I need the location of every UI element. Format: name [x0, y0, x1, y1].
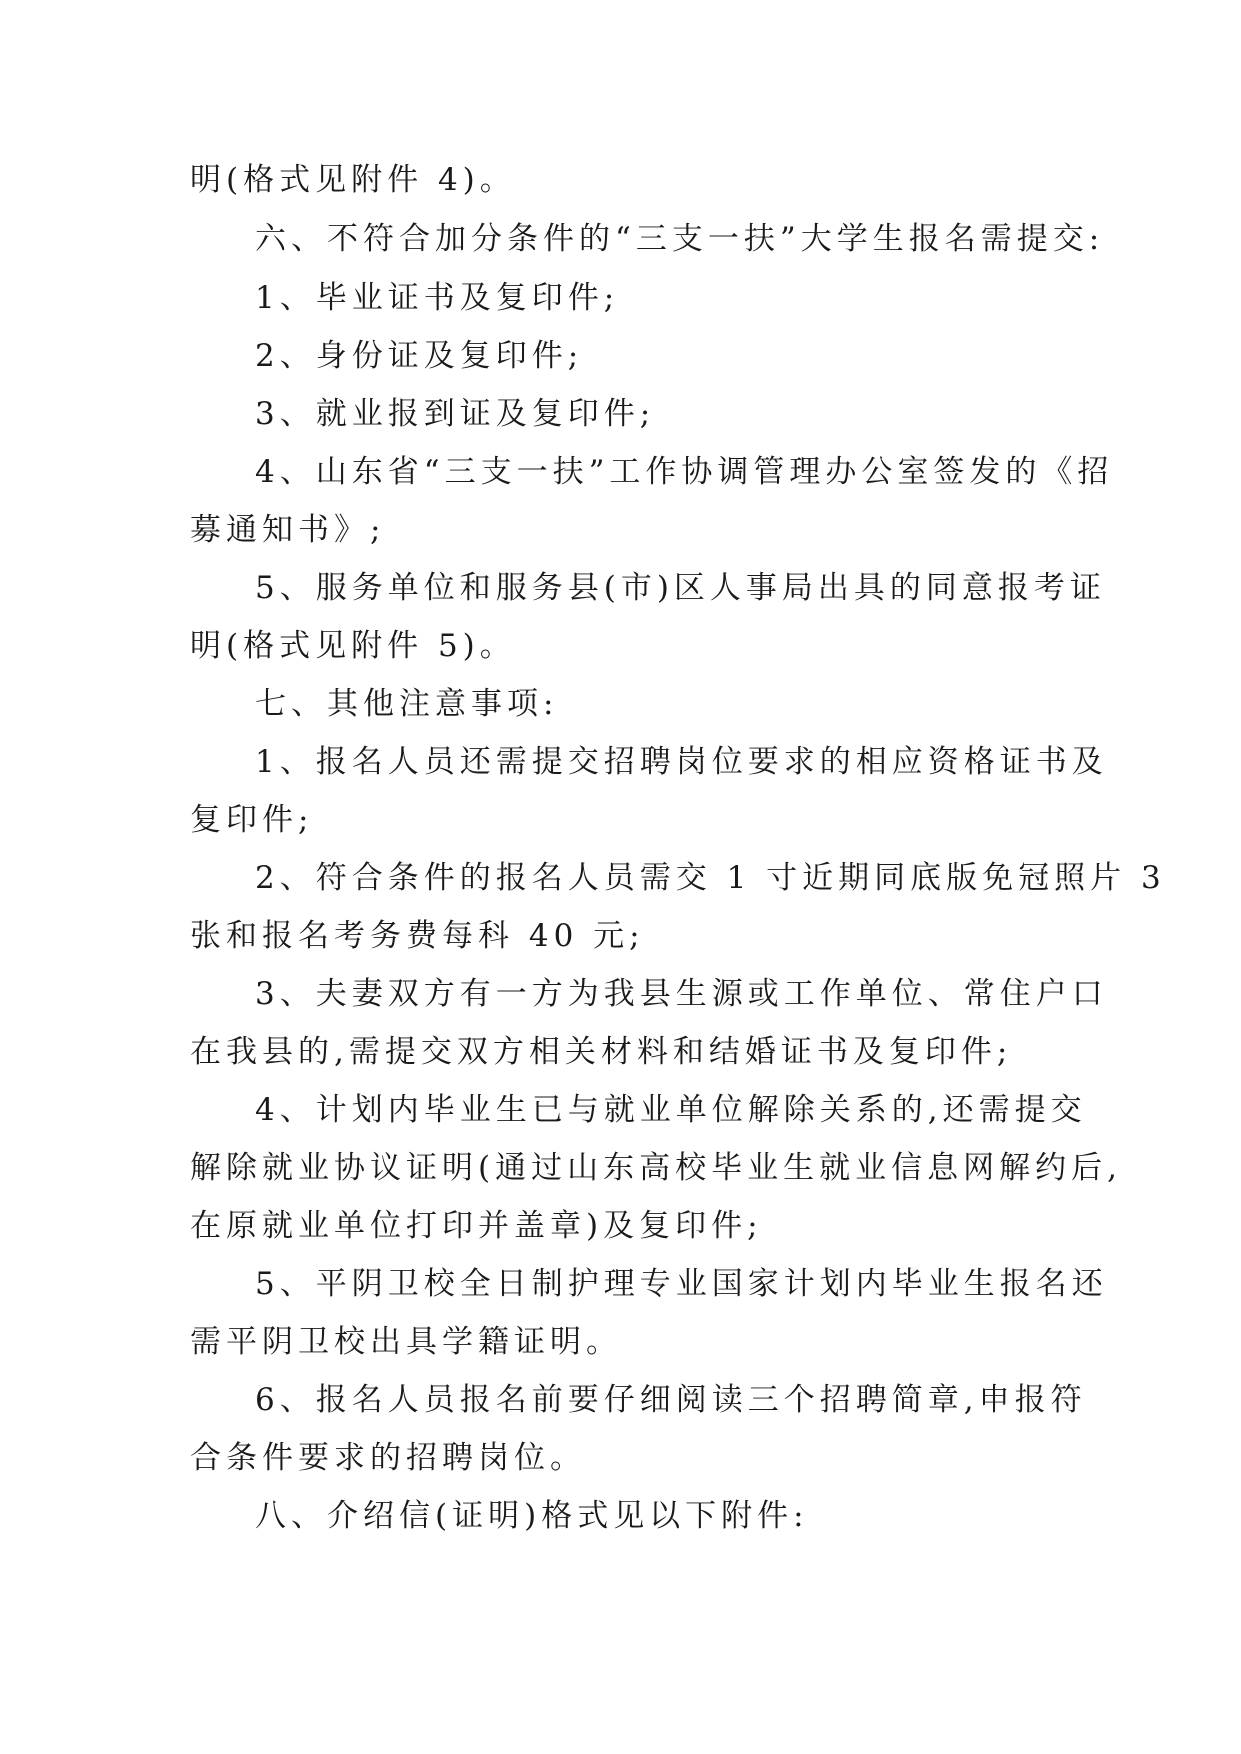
text-line: 在我县的,需提交双方相关材料和结婚证书及复印件; — [190, 1034, 1013, 1070]
list-item: 1、毕业证书及复印件; — [255, 280, 620, 316]
text-line: 合条件要求的招聘岗位。 — [190, 1440, 586, 1476]
text-line: 募通知书》; — [190, 512, 386, 548]
text-line: 解除就业协议证明(通过山东高校毕业生就业信息网解约后, — [190, 1150, 1122, 1186]
text-line: 复印件; — [190, 802, 314, 838]
list-item: 1、报名人员还需提交招聘岗位要求的相应资格证书及 — [255, 744, 1108, 780]
list-item: 3、就业报到证及复印件; — [255, 396, 656, 432]
list-item: 2、符合条件的报名人员需交 1 寸近期同底版免冠照片 3 — [255, 860, 1166, 896]
text-line: 张和报名考务费每科 40 元; — [190, 918, 645, 954]
section-heading: 七、其他注意事项: — [255, 686, 559, 722]
list-item: 5、服务单位和服务县(市)区人事局出具的同意报考证 — [255, 570, 1106, 606]
list-item: 4、计划内毕业生已与就业单位解除关系的,还需提交 — [255, 1092, 1087, 1128]
list-item: 5、平阴卫校全日制护理专业国家计划内毕业生报名还 — [255, 1266, 1108, 1302]
section-heading: 六、不符合加分条件的“三支一扶”大学生报名需提交: — [255, 221, 1105, 257]
text-line: 在原就业单位打印并盖章)及复印件; — [190, 1208, 763, 1244]
list-item: 6、报名人员报名前要仔细阅读三个招聘简章,申报符 — [255, 1382, 1087, 1418]
list-item: 2、身份证及复印件; — [255, 338, 584, 374]
section-heading: 八、介绍信(证明)格式见以下附件: — [255, 1498, 809, 1534]
list-item: 4、山东省“三支一扶”工作协调管理办公室签发的《招 — [255, 454, 1114, 490]
text-line: 需平阴卫校出具学籍证明。 — [190, 1324, 622, 1360]
text-line: 明(格式见附件 4)。 — [190, 162, 516, 198]
list-item: 3、夫妻双方有一方为我县生源或工作单位、常住户口 — [255, 976, 1108, 1012]
text-line: 明(格式见附件 5)。 — [190, 628, 516, 664]
